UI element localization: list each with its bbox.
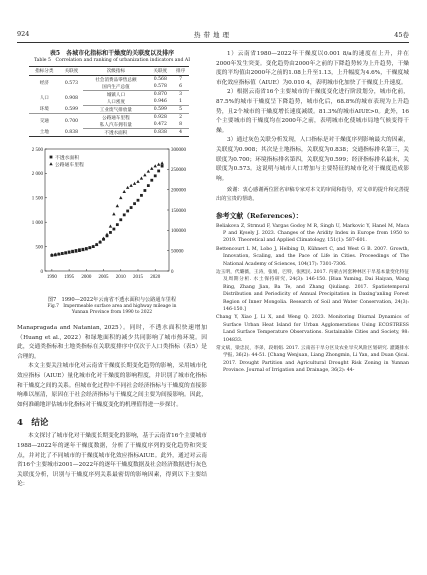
table-row <box>29 76 189 84</box>
highway-mileage-point <box>116 204 119 207</box>
impermeable-area-point <box>130 206 133 209</box>
y-right-tick-label: 0 <box>171 269 174 275</box>
highway-mileage-point <box>105 233 108 236</box>
table-cell-category-value: 0.700 <box>64 118 79 124</box>
legend-square-icon <box>50 156 53 159</box>
table-cell-category: 经济 <box>39 81 49 87</box>
table-caption-zh: 表5 各城市化指标和干燥度的关联度以及排序 <box>49 50 175 57</box>
dual-axis-chart <box>17 143 207 291</box>
table-cell-indicator: 不透水面积 <box>83 129 148 137</box>
highway-mileage-point <box>119 196 122 199</box>
reference-entry: 常文斌，梁忠民，李弟，段娟娟. 2017. 云南省干旱分区及农业旱灾风险区划研究. 灌溉排水学报, 36(2): 44-51. [Chang Wenjuan, Liang Zhongmin, Li Yan, and Duan Qicai. 2017. Drought Partition and Agricultural Drought Risk Zoning in Yunnan Province. Journal of Irrigation and Drainage, 36(2): 44- <box>216 346 409 374</box>
x-tick-label: 2005 <box>98 275 109 280</box>
header-rule <box>17 42 409 43</box>
y-left-tick-label: 1 500 <box>31 196 43 202</box>
highway-mileage-point <box>136 180 139 183</box>
impermeable-area-point <box>157 170 160 173</box>
table-header-cell: 次级指标 <box>83 67 148 76</box>
impermeable-area-point <box>154 174 157 177</box>
impermeable-area-point <box>123 213 126 216</box>
table-cell-category-value: 0.599 <box>60 106 84 114</box>
conclusion-item: 1）云南省1980—2022年干燥度以0.001 8/a的速度在上升，并在2000年发生突变。变化趋势由2000年之前的下降趋势转为上升趋势，干燥度的平均值由2000年之前的1.08上升至1.13，上升幅度为4.6%，干燥度城市化效应指标值（AIUE）为0.010 4，表明城市化加快了干燥度上升速度。 <box>216 51 409 86</box>
legend-label: 公路通车里程 <box>55 162 84 168</box>
body-paragraph: 本文探讨了城市化对干燥度长期变化的影响，基于云南省16个主要城市1988—2022年的逐年干燥度数据，分析了干燥度序列的变化趋势和突变点，并对比了不同城市的干燥度城市化效应指标AIUE。此外，通过对云南省16个主要城市2001—2022年的逐年干燥度数据及社会经济数据进行灰色关联度分析，识别与干燥度序列关系最密切的影响因素，得到以下主要结论： <box>17 433 207 488</box>
left-column <box>17 50 207 490</box>
table-row <box>29 114 189 122</box>
table-header-cell: 指标分类 <box>29 67 60 76</box>
table-row <box>29 91 189 99</box>
figure-caption-zh: 图7 1990—2022年云南省不透水面积与公路通车里程 <box>47 297 177 303</box>
table-cell-indicator: 工业废气排放量 <box>83 106 148 114</box>
impermeable-area-point <box>126 210 129 213</box>
conclusion-item: 2）根据云南省16个主要城市的干燥度变化进行阶段划分，城市化前，87.5%的城市干燥度呈下降趋势，城市化后，68.8%的城市表现为上升趋势，且2个城市的干燥度增长速度减缓。81.3%的城市AIUE>0。此外，16个主要城市的干燥度均在2000年之前，表明城市化使城市局地气候变得干燥。 <box>216 89 409 134</box>
highway-mileage-point <box>133 182 136 185</box>
x-tick-label: 2015 <box>133 275 143 280</box>
highway-mileage-point <box>129 184 132 187</box>
table-cell-value: 0.928 <box>153 115 167 120</box>
highway-mileage-point <box>154 164 157 167</box>
table-row <box>29 106 189 114</box>
highway-mileage-point <box>123 190 126 193</box>
reference-entry: 边玉明，代璐薇，王涛，张娟，巴特，张熙民. 2017. 内蒙古河套种林区干旱基本量变化特征及周期分析. 水土保持研究, 24(3): 146-150. [Bian Yuming, Dai Haiyan, Wang Bing, Zhang Jian, Ba Te, and Zhang Qiuliang. 2017. Spatiotemporal Distribution and Periodicity of Annual Precipitation in Daxing'anling Forest Region of Inner Mongolia. Research of Soil and Water Conservation, 24(3): 146-150.] <box>216 269 409 312</box>
table-cell-value: 0.472 <box>148 121 172 129</box>
table-header-cell: 排序 <box>172 67 189 76</box>
impermeable-area-point <box>137 199 140 202</box>
y-right-tick-label: 250000 <box>171 168 186 174</box>
page-number: 924 <box>17 30 30 38</box>
table-cell-value: 0.946 <box>148 98 172 106</box>
figure-7 <box>17 143 207 316</box>
figure-caption-en: Yunnan Province from 1990 to 2022 <box>71 310 153 315</box>
table-caption-en: Table 5 Correlation and ranking of urbanization indicators and AI <box>33 58 191 63</box>
impermeable-area-point <box>147 184 150 187</box>
y-left-tick-label: 2 500 <box>31 147 43 153</box>
y-left-tick-label: 0 <box>40 269 43 275</box>
table-cell-rank: 3 <box>179 92 183 97</box>
x-tick-label: 2020 <box>150 275 161 280</box>
table-cell-category-value: 0.908 <box>64 95 79 101</box>
x-tick-label: 1995 <box>64 275 75 280</box>
x-tick-label: 2000 <box>81 275 92 280</box>
table-cell-indicator: 社会消费品零售总额 <box>95 77 137 83</box>
y-right-tick-label: 100000 <box>171 229 186 235</box>
highway-mileage-point <box>147 170 150 173</box>
highway-mileage-point <box>126 186 129 189</box>
table-cell-rank: 1 <box>172 98 189 106</box>
table-cell-indicator: 人口密度 <box>83 98 148 106</box>
table-header-cell: 关联度 <box>60 67 84 76</box>
table-header-cell: 关联度 <box>148 67 172 76</box>
table-cell-value: 0.578 <box>148 83 172 91</box>
table-row <box>29 129 189 137</box>
highway-mileage-point <box>140 176 143 179</box>
y-left-tick-label: 2 000 <box>31 172 43 178</box>
highway-mileage-point <box>150 167 153 170</box>
table-cell-category: 土地 <box>29 129 60 137</box>
y-right-tick-label: 50000 <box>171 249 184 255</box>
section-heading: 4 结论 <box>17 418 49 429</box>
y-right-tick-label: 150000 <box>171 208 186 214</box>
y-right-tick-label: 300000 <box>171 147 186 153</box>
impermeable-area-point <box>150 179 153 182</box>
reference-entry: Bettencourt L M, Lobo J, Helbing D, Kühnert C, and West G B. 2007. Growth, Innovation, Scaling, and the Pace of Life in Cities. Proceedings of The National Academy of Sciences, 104(17): 7301-7306. <box>216 246 409 267</box>
table-cell-indicator: 私人汽车拥有量 <box>83 121 148 129</box>
table-cell-category: 环境 <box>29 106 60 114</box>
right-column <box>216 50 409 376</box>
correlation-table <box>29 66 189 137</box>
highway-mileage-point <box>157 163 160 166</box>
y-left-tick-label: 1 000 <box>31 221 43 226</box>
impermeable-area-point <box>161 165 164 168</box>
figure-caption-en: Fig.7 Impermeable surface area and highway mileage in <box>47 304 177 309</box>
table-cell-indicator: 城镇人口 <box>106 92 126 98</box>
conclusion-item: 3）通过灰色关联分析发现，人口指标是对干燥度序列影响最大的因素，关联度为0.908；其次是土地指标，关联度为0.838；交通指标排名第三，关联度为0.700；环境指标排名第四，关联度为0.599；经济指标排名最末，关联度为0.573。这说明与城市人口增加与主要特征的城市化对于燥度造成影响。 <box>216 137 409 182</box>
reference-entry: Chang Y, Xiao J, Li X, and Weng Q. 2023. Monitoring Diurnal Dynamics of Surface Urban Heat Island for Urban Agglomerations Using ECOSTRESS Land Surface Temperature Observations. Sustainable Cities and Society, 98: 104833. <box>216 315 409 343</box>
references-title: 参考文献（References）： <box>216 211 303 220</box>
impermeable-area-point <box>116 223 119 226</box>
highway-mileage-point <box>112 212 115 215</box>
table-cell-rank: 6 <box>172 83 189 91</box>
acknowledgement: 致谢：衷心感谢两位匿名审稿专家对本文的审阅和指导，对文章的提升和完善提出的宝贵的帮助。 <box>216 187 409 202</box>
legend-label: 不透水面积 <box>55 155 79 161</box>
table-cell-category: 交通 <box>39 119 49 125</box>
table-cell-value: 0.870 <box>153 92 167 97</box>
table-cell-rank: 2 <box>179 115 183 120</box>
table-cell-category-value: 0.838 <box>60 129 84 137</box>
impermeable-area-point <box>112 228 115 231</box>
impermeable-area-point <box>140 194 143 197</box>
table-cell-indicator: 公路通车里程 <box>102 115 130 121</box>
table-cell-rank: 7 <box>179 77 183 82</box>
running-header <box>17 30 409 42</box>
table-cell-category: 人口 <box>39 96 49 101</box>
impermeable-area-point <box>143 189 146 192</box>
table-header-row <box>29 67 189 76</box>
table-cell-rank: 5 <box>172 106 189 114</box>
impermeable-area-point <box>133 202 136 205</box>
impermeable-area-point <box>119 218 122 221</box>
table-cell-value: 0.599 <box>148 106 172 114</box>
volume-label: 45卷 <box>394 31 409 39</box>
x-tick-label: 1990 <box>46 275 57 280</box>
table-cell-value: 0.568 <box>153 77 167 82</box>
highway-mileage-point <box>109 224 112 227</box>
body-paragraph: Manapragada and Natanian, 2025）。同时，不透水面积快速增加（Huang et al., 2022）和绿地面积的减少共同影响了城市热环境。因此，交通类指标和土地类指标在关联度排序中仅次于人口类指标（表5）是合理的。 <box>17 325 207 360</box>
x-tick-label: 2010 <box>115 275 126 280</box>
table-cell-indicator: 国内生产总值 <box>83 83 148 91</box>
table-cell-category-value: 0.573 <box>64 80 79 86</box>
y-left-tick-label: 500 <box>35 245 43 251</box>
y-right-tick-label: 200000 <box>171 188 186 194</box>
journal-name: 热带地理 <box>194 31 232 39</box>
body-paragraph: 本文主要关注城市化对云南省干燥度长期变化趋势的影响，采用城市化效应指标（AIUE）量化城市化对干燥度的影响程度，并识别了城市化指标和干燥度之间的关系。但城市化过程中不同社会经济指标与干燥度的直接影响难以厘清，原因在于社会经济指标与干燥度之间主要为间接影响。因此，如何准确地评估城市化指标对干燥度变化的机理值得进一步探讨。 <box>17 363 207 408</box>
table-cell-rank: 8 <box>172 121 189 129</box>
table-cell-value: 0.838 <box>148 129 172 137</box>
highway-mileage-point <box>160 161 163 164</box>
reference-entry: Beliakova Z, Strmud F, Vargas Godoy M R, Singh U, Markovic Y, Hanel M, Maca P and Kysely J. 2023. Changes of the Aridity Index in Europe from 1950 to 2019. Theoretical and Applied Climatology, 151(1): 587-601. <box>216 223 409 244</box>
legend-triangle-icon <box>49 162 52 165</box>
highway-mileage-point <box>143 173 146 176</box>
impermeable-area-point <box>109 231 112 234</box>
table-cell-rank: 4 <box>172 129 189 137</box>
